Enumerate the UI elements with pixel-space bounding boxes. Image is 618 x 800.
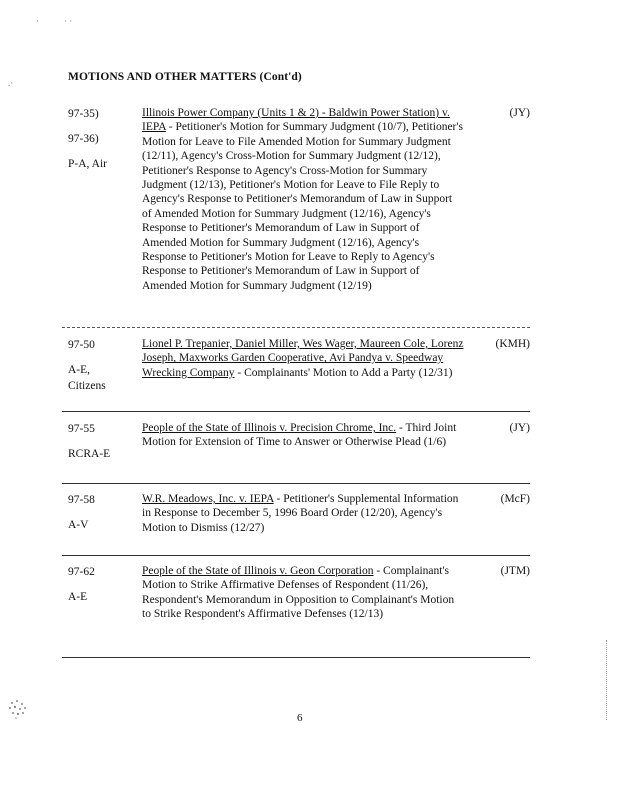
case-type: Citizens xyxy=(68,380,106,392)
motion-description xyxy=(142,106,464,293)
initials: (McF) xyxy=(500,493,530,505)
case-caption: People of the State of Illinois v. Precision Chrome, Inc. xyxy=(142,422,397,434)
case-type: A-E, xyxy=(68,364,91,376)
motion-text: - Complainants' Motion to Add a Party (12/31) xyxy=(234,366,453,379)
scan-speck: · · xyxy=(64,16,73,26)
case-caption: Illinois Power Company (Units 1 & 2) - Baldwin Power Station) v. IEPA xyxy=(142,107,450,134)
docket-numbers xyxy=(68,337,138,403)
docket-numbers xyxy=(68,421,138,471)
case-caption: Lionel P. Trepanier, Daniel Miller, Wes Wager, Maureen Cole, Lorenz Joseph, Maxworks Garden Cooperative, Avi Pandya v. Speedway Wrecking Company xyxy=(142,338,464,379)
docket-number: 97-36) xyxy=(68,133,99,145)
docket-number: 97-58 xyxy=(68,494,95,506)
initials: (JTM) xyxy=(500,565,530,577)
docket-number: 97-55 xyxy=(68,423,95,435)
section-heading: MOTIONS AND OTHER MATTERS (Cont'd) xyxy=(68,71,302,83)
scan-speck: .· xyxy=(8,78,14,88)
initials: (KMH) xyxy=(495,338,530,350)
case-type: RCRA-E xyxy=(68,448,111,460)
initials: (JY) xyxy=(509,422,530,434)
motion-text: - Third Joint Motion for Extension of Time to Answer or Otherwise Plead (1/6) xyxy=(142,422,457,449)
docket-numbers xyxy=(68,492,138,542)
motion-text: - Petitioner's Motion for Summary Judgment (10/7), Petitioner's Motion for Leave to File Amended Motion for Summary Judgment (12/11), Agency's Cross-Motion for Summary Judgment (12/12), Petitioner's Response to Agency's Cross-Motion for Summary Judgment (12/13), Petitioner's Motion for Leave to File Reply to Agency's Response to Petitioner's Memorandum of Law in Support of Amended Motion for Summary Judgment (12/16), Agency's Response to Petitioner's Memorandum of Law in Support of Amended Motion for Summary Judgment (12/16), Agency's Response to Petitioner's Motion for Leave to Reply to Agency's Response to Petitioner's Memorandum of Law in Support of Amended Motion for Summary Judgment (12/19) xyxy=(142,121,463,292)
divider xyxy=(62,657,530,658)
motion-text: - Petitioner's Supplemental Information in Response to December 5, 1996 Board Order (12/20), Agency's Motion to Dismiss (12/27) xyxy=(142,493,459,534)
case-type: A-V xyxy=(68,519,89,531)
motion-text: - Complainant's Motion to Strike Affirmative Defenses of Respondent (11/26), Respondent's Memorandum in Opposition to Complainant's Motion to Strike Respondent's Affirmative Defenses (12/13) xyxy=(142,565,455,621)
scan-speck: · xyxy=(36,16,39,26)
page-number: 6 xyxy=(297,712,303,724)
docket-number: 97-35) xyxy=(68,108,99,120)
motion-description xyxy=(142,421,464,450)
scan-smudge xyxy=(6,698,32,720)
scan-edge-mark xyxy=(606,640,607,720)
docket-numbers xyxy=(68,564,138,614)
docket-number: 97-62 xyxy=(68,566,95,578)
docket-numbers xyxy=(68,106,138,181)
motion-description xyxy=(142,492,464,535)
case-type: P-A, Air xyxy=(68,158,107,170)
case-caption: People of the State of Illinois v. Geon Corporation xyxy=(142,565,374,577)
divider xyxy=(62,327,530,328)
docket-number: 97-50 xyxy=(68,339,95,351)
motion-description xyxy=(142,337,464,380)
case-type: A-E xyxy=(68,591,88,603)
divider xyxy=(62,483,530,484)
case-caption: W.R. Meadows, Inc. v. IEPA xyxy=(142,493,274,505)
divider xyxy=(62,411,530,412)
divider xyxy=(62,555,530,556)
motion-description xyxy=(142,564,464,622)
initials: (JY) xyxy=(509,107,530,119)
